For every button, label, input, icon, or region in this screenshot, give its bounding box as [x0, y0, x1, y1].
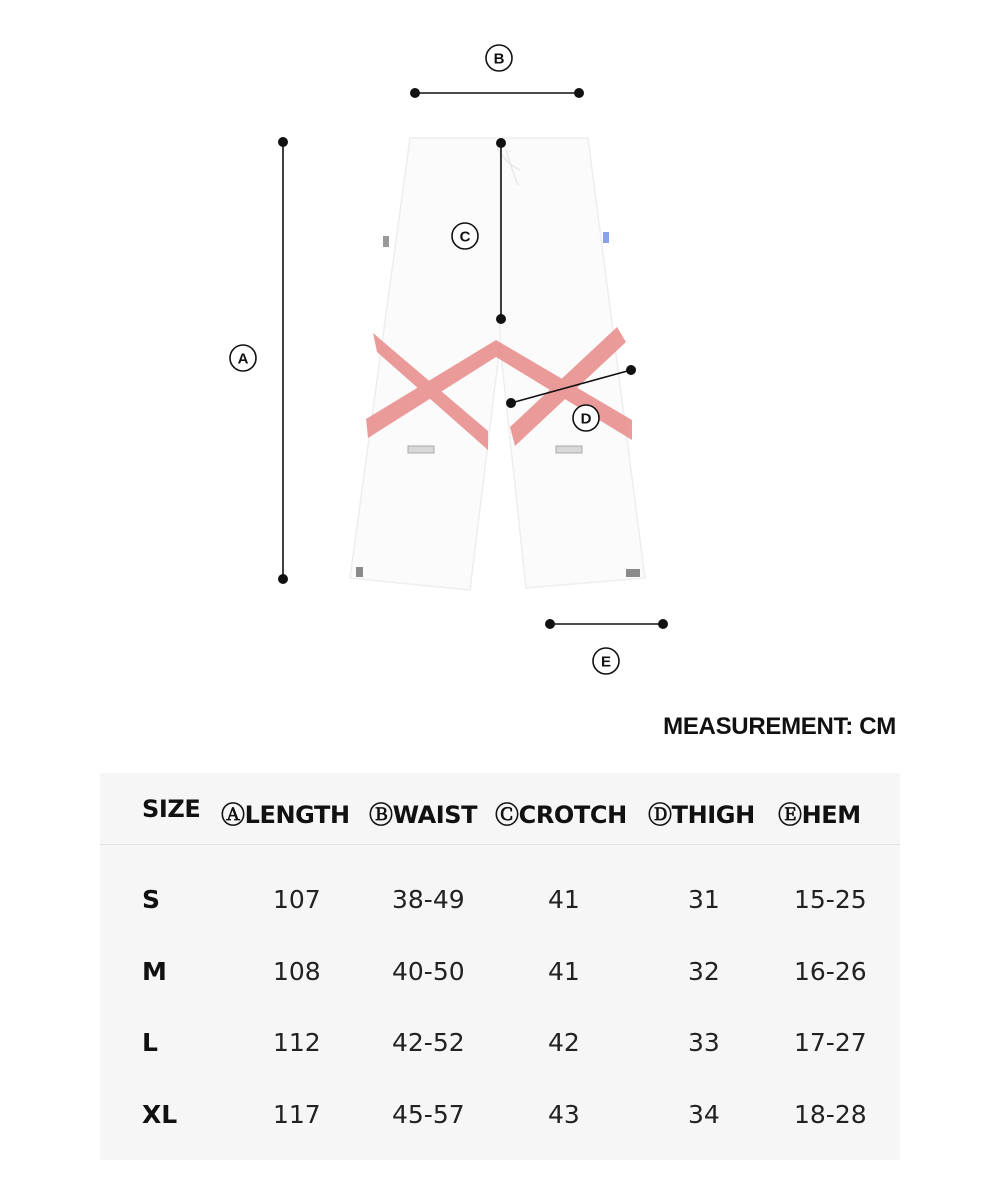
- cell-waist: 42-52: [392, 1028, 465, 1057]
- dimension-a-length: [278, 137, 288, 584]
- cell-size: XL: [142, 1100, 178, 1129]
- label-e: E: [600, 653, 612, 671]
- header-crotch: ⒸCROTCH: [495, 801, 627, 829]
- label-d: D: [580, 410, 592, 428]
- cell-crotch: 42: [548, 1028, 580, 1057]
- table-row: [100, 1028, 900, 1088]
- cell-length: 117: [273, 1100, 321, 1129]
- table-row: [100, 957, 900, 1017]
- header-thigh: ⒹTHIGH: [648, 801, 755, 829]
- cell-thigh: 32: [688, 957, 720, 986]
- cell-crotch: 41: [548, 957, 580, 986]
- header-hem: ⒺHEM: [778, 801, 861, 829]
- measurement-unit-title: MEASUREMENT: CM: [663, 713, 896, 740]
- table-header: [100, 773, 900, 845]
- table-row: [100, 885, 900, 945]
- cell-length: 108: [273, 957, 321, 986]
- header-length: ⒶLENGTH: [221, 801, 350, 829]
- dimension-e-hem: [545, 619, 668, 629]
- label-c: C: [459, 228, 471, 246]
- cell-length: 112: [273, 1028, 321, 1057]
- cell-size: M: [142, 957, 167, 986]
- header-waist: ⒷWAIST: [369, 801, 478, 829]
- label-b: B: [493, 50, 505, 68]
- cell-thigh: 33: [688, 1028, 720, 1057]
- cell-hem: 16-26: [794, 957, 867, 986]
- cell-waist: 38-49: [392, 885, 465, 914]
- cell-crotch: 41: [548, 885, 580, 914]
- cell-hem: 18-28: [794, 1100, 867, 1129]
- cell-hem: 17-27: [794, 1028, 867, 1057]
- cell-thigh: 34: [688, 1100, 720, 1129]
- table-row: [100, 1100, 900, 1160]
- cell-waist: 45-57: [392, 1100, 465, 1129]
- cell-thigh: 31: [688, 885, 720, 914]
- cell-size: L: [142, 1028, 158, 1057]
- dimension-b-waist: [410, 88, 584, 98]
- cell-length: 107: [273, 885, 321, 914]
- cell-crotch: 43: [548, 1100, 580, 1129]
- header-size: SIZE: [142, 795, 201, 823]
- cell-waist: 40-50: [392, 957, 465, 986]
- label-a: A: [237, 350, 249, 368]
- size-table: [100, 773, 900, 1160]
- cell-size: S: [142, 885, 161, 914]
- cell-hem: 15-25: [794, 885, 867, 914]
